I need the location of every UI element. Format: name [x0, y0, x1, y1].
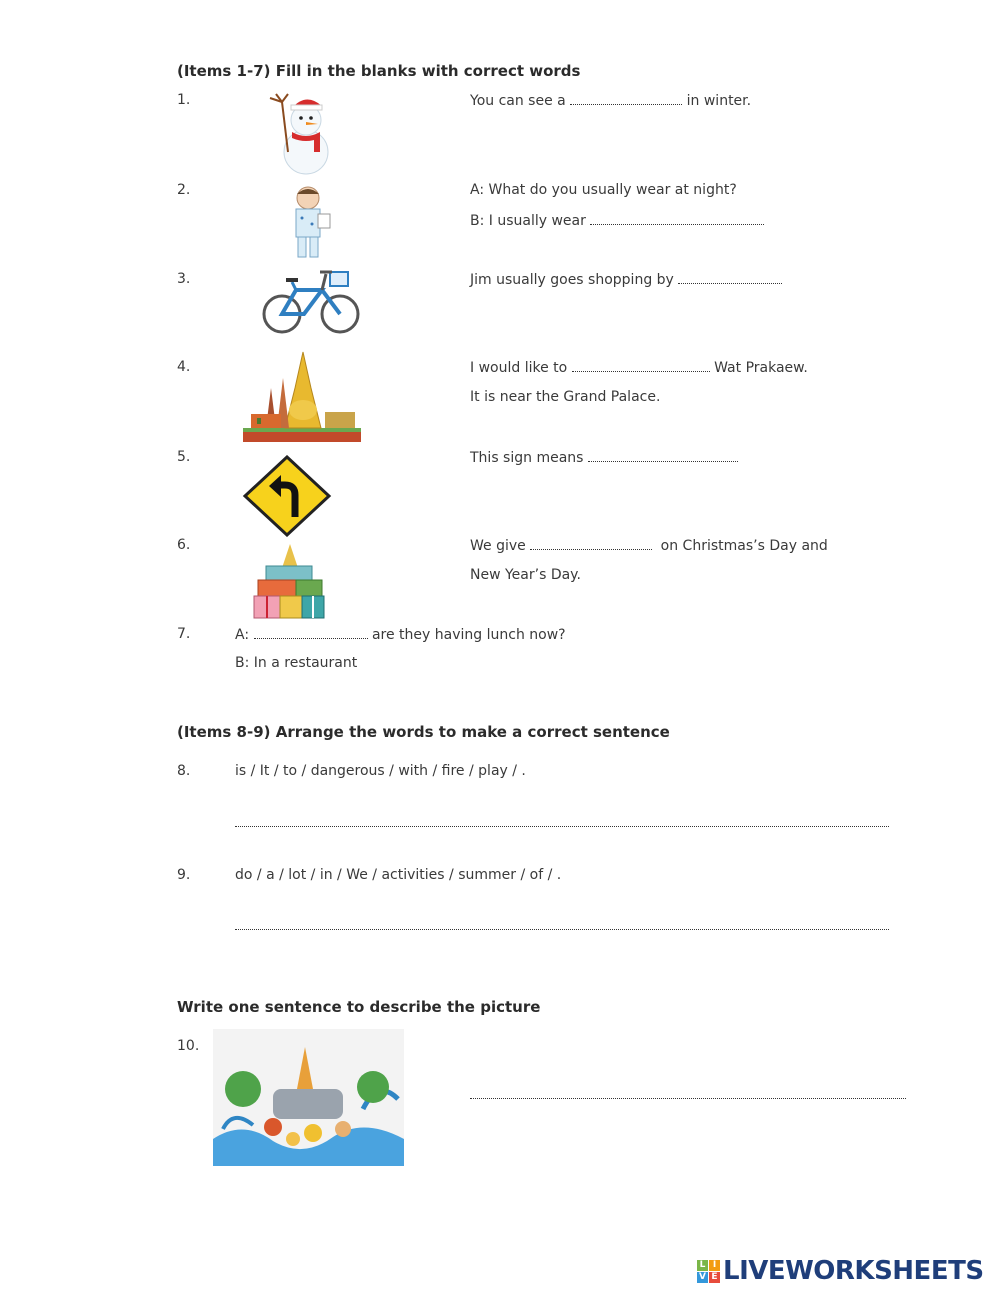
section2-heading: (Items 8-9) Arrange the words to make a correct sentence — [177, 723, 670, 741]
item-7-speaker-a: A: — [235, 627, 250, 643]
item-9-answer-line[interactable] — [235, 929, 889, 930]
item-8-words: is / It / to / dangerous / with / fire / play / . — [235, 763, 526, 779]
item-number: 2. — [177, 182, 191, 198]
item-number: 9. — [177, 867, 191, 883]
item-6-blank[interactable] — [530, 537, 652, 550]
item-4-text-before: I would like to — [470, 360, 568, 376]
item-5-text-before: This sign means — [470, 450, 584, 466]
item-1-text-before: You can see a — [470, 93, 566, 109]
item-number: 1. — [177, 92, 191, 108]
logo-letter: E — [709, 1272, 720, 1283]
section1-heading: (Items 1-7) Fill in the blanks with correct words — [177, 62, 581, 80]
item-number: 3. — [177, 271, 191, 287]
item-number: 4. — [177, 359, 191, 375]
item-4-second-line: It is near the Grand Palace. — [470, 389, 661, 405]
item-4-sentence — [470, 359, 808, 376]
item-number: 10. — [177, 1038, 200, 1054]
item-2-blank[interactable] — [590, 212, 764, 225]
logo-letter: V — [697, 1272, 708, 1283]
item-6-text-after: on Christmas’s Day and — [660, 538, 828, 554]
item-number: 5. — [177, 449, 191, 465]
item-3-text-before: Jim usually goes shopping by — [470, 272, 674, 288]
section3-heading: Write one sentence to describe the picture — [177, 998, 541, 1016]
item-7-text-after: are they having lunch now? — [371, 627, 566, 643]
item-6-text-before: We give — [470, 538, 526, 554]
item-7-blank[interactable] — [254, 626, 368, 639]
item-4-blank[interactable] — [572, 359, 710, 372]
pajamas-boy-icon — [288, 184, 332, 260]
bicycle-icon — [260, 264, 362, 336]
item-2-text-before: B: I usually wear — [470, 213, 586, 229]
item-2-question: A: What do you usually wear at night? — [470, 182, 737, 198]
item-number: 7. — [177, 626, 191, 642]
item-7-question — [235, 626, 566, 643]
item-5-sentence — [470, 449, 738, 466]
item-number: 6. — [177, 537, 191, 553]
item-2-answer — [470, 212, 764, 229]
item-9-words: do / a / lot / in / We / activities / summer / of / . — [235, 867, 562, 883]
songkran-festival-icon — [213, 1029, 404, 1166]
logo-text: LIVEWORKSHEETS — [723, 1256, 984, 1286]
item-1-blank[interactable] — [570, 92, 682, 105]
item-6-second-line: New Year’s Day. — [470, 567, 581, 583]
item-3-blank[interactable] — [678, 271, 782, 284]
left-curve-sign-icon — [241, 455, 333, 537]
item-8-answer-line[interactable] — [235, 826, 889, 827]
item-3-sentence — [470, 271, 782, 288]
item-1-sentence — [470, 92, 751, 109]
item-6-sentence — [470, 537, 828, 554]
logo-badge-icon — [697, 1260, 720, 1283]
snowman-icon — [262, 92, 340, 178]
item-10-answer-line[interactable] — [470, 1098, 906, 1099]
item-5-blank[interactable] — [588, 449, 738, 462]
temple-icon — [243, 348, 361, 444]
item-7-answer: B: In a restaurant — [235, 655, 358, 671]
item-4-text-after: Wat Prakaew. — [714, 360, 808, 376]
item-number: 8. — [177, 763, 191, 779]
logo-letter: I — [709, 1260, 720, 1271]
logo-letter: L — [697, 1260, 708, 1271]
item-1-text-after: in winter. — [686, 93, 752, 109]
liveworksheets-logo[interactable] — [697, 1256, 984, 1286]
gifts-icon — [252, 542, 328, 620]
